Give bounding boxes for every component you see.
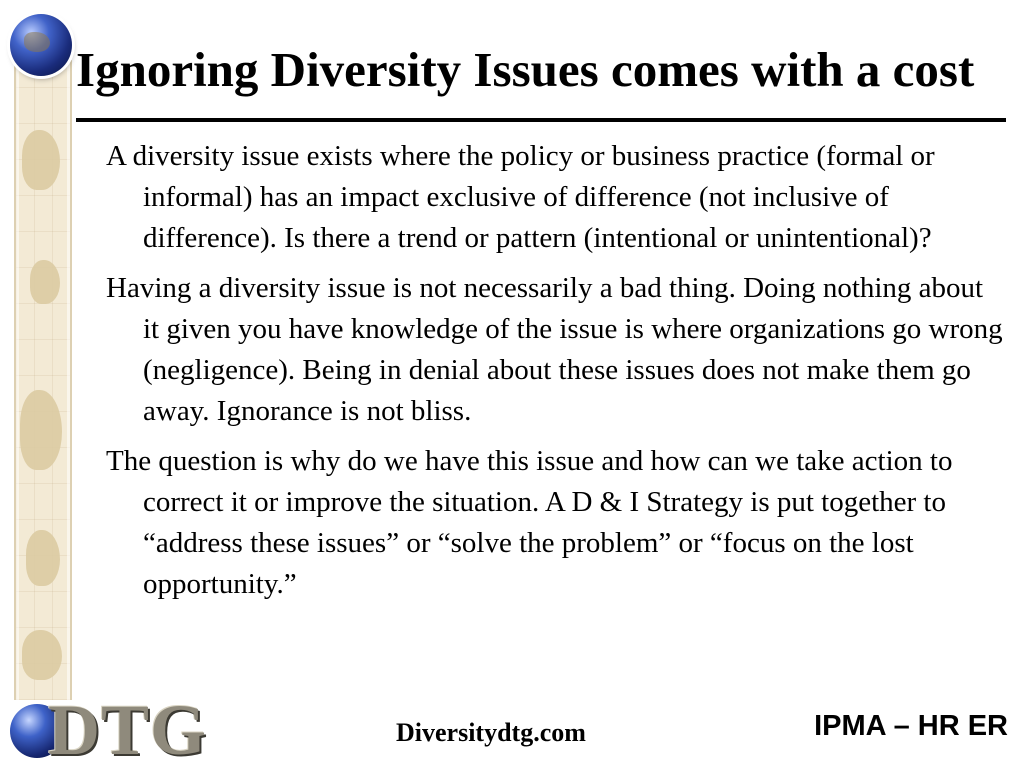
footer-website: Diversitydtg.com bbox=[396, 718, 586, 747]
world-map-strip-decoration bbox=[14, 60, 72, 700]
map-landmass-shape bbox=[20, 390, 62, 470]
dtg-logo bbox=[10, 690, 210, 770]
title-divider bbox=[76, 118, 1006, 122]
map-landmass-shape bbox=[30, 260, 60, 304]
map-landmass-shape bbox=[26, 530, 60, 586]
body-paragraph: Having a diversity issue is not necessarily a bad thing. Doing nothing about it given you have knowledge of the issue is where organizations go wrong (negligence). Being in denial about these issues does not make them go away. Ignorance is not bliss. bbox=[106, 272, 1003, 427]
slide-title: Ignoring Diversity Issues comes with a cost bbox=[76, 42, 975, 97]
body-paragraph: The question is why do we have this issue and how can we take action to correct it or improve the situation. A D & I Strategy is put together to “address these issues” or “solve the problem” or “focus on the lost opportunity.” bbox=[106, 445, 953, 600]
footer-organization: IPMA – HR ER bbox=[814, 710, 1008, 742]
map-landmass-shape bbox=[22, 130, 60, 190]
logo-text: DTG bbox=[48, 690, 208, 770]
slide-body bbox=[106, 136, 1006, 614]
globe-icon bbox=[10, 14, 72, 76]
body-paragraph: A diversity issue exists where the policy or business practice (formal or informal) has an impact exclusive of difference (not inclusive of difference). Is there a trend or pattern (intentional or unintentional)? bbox=[106, 140, 935, 254]
map-landmass-shape bbox=[22, 630, 62, 680]
